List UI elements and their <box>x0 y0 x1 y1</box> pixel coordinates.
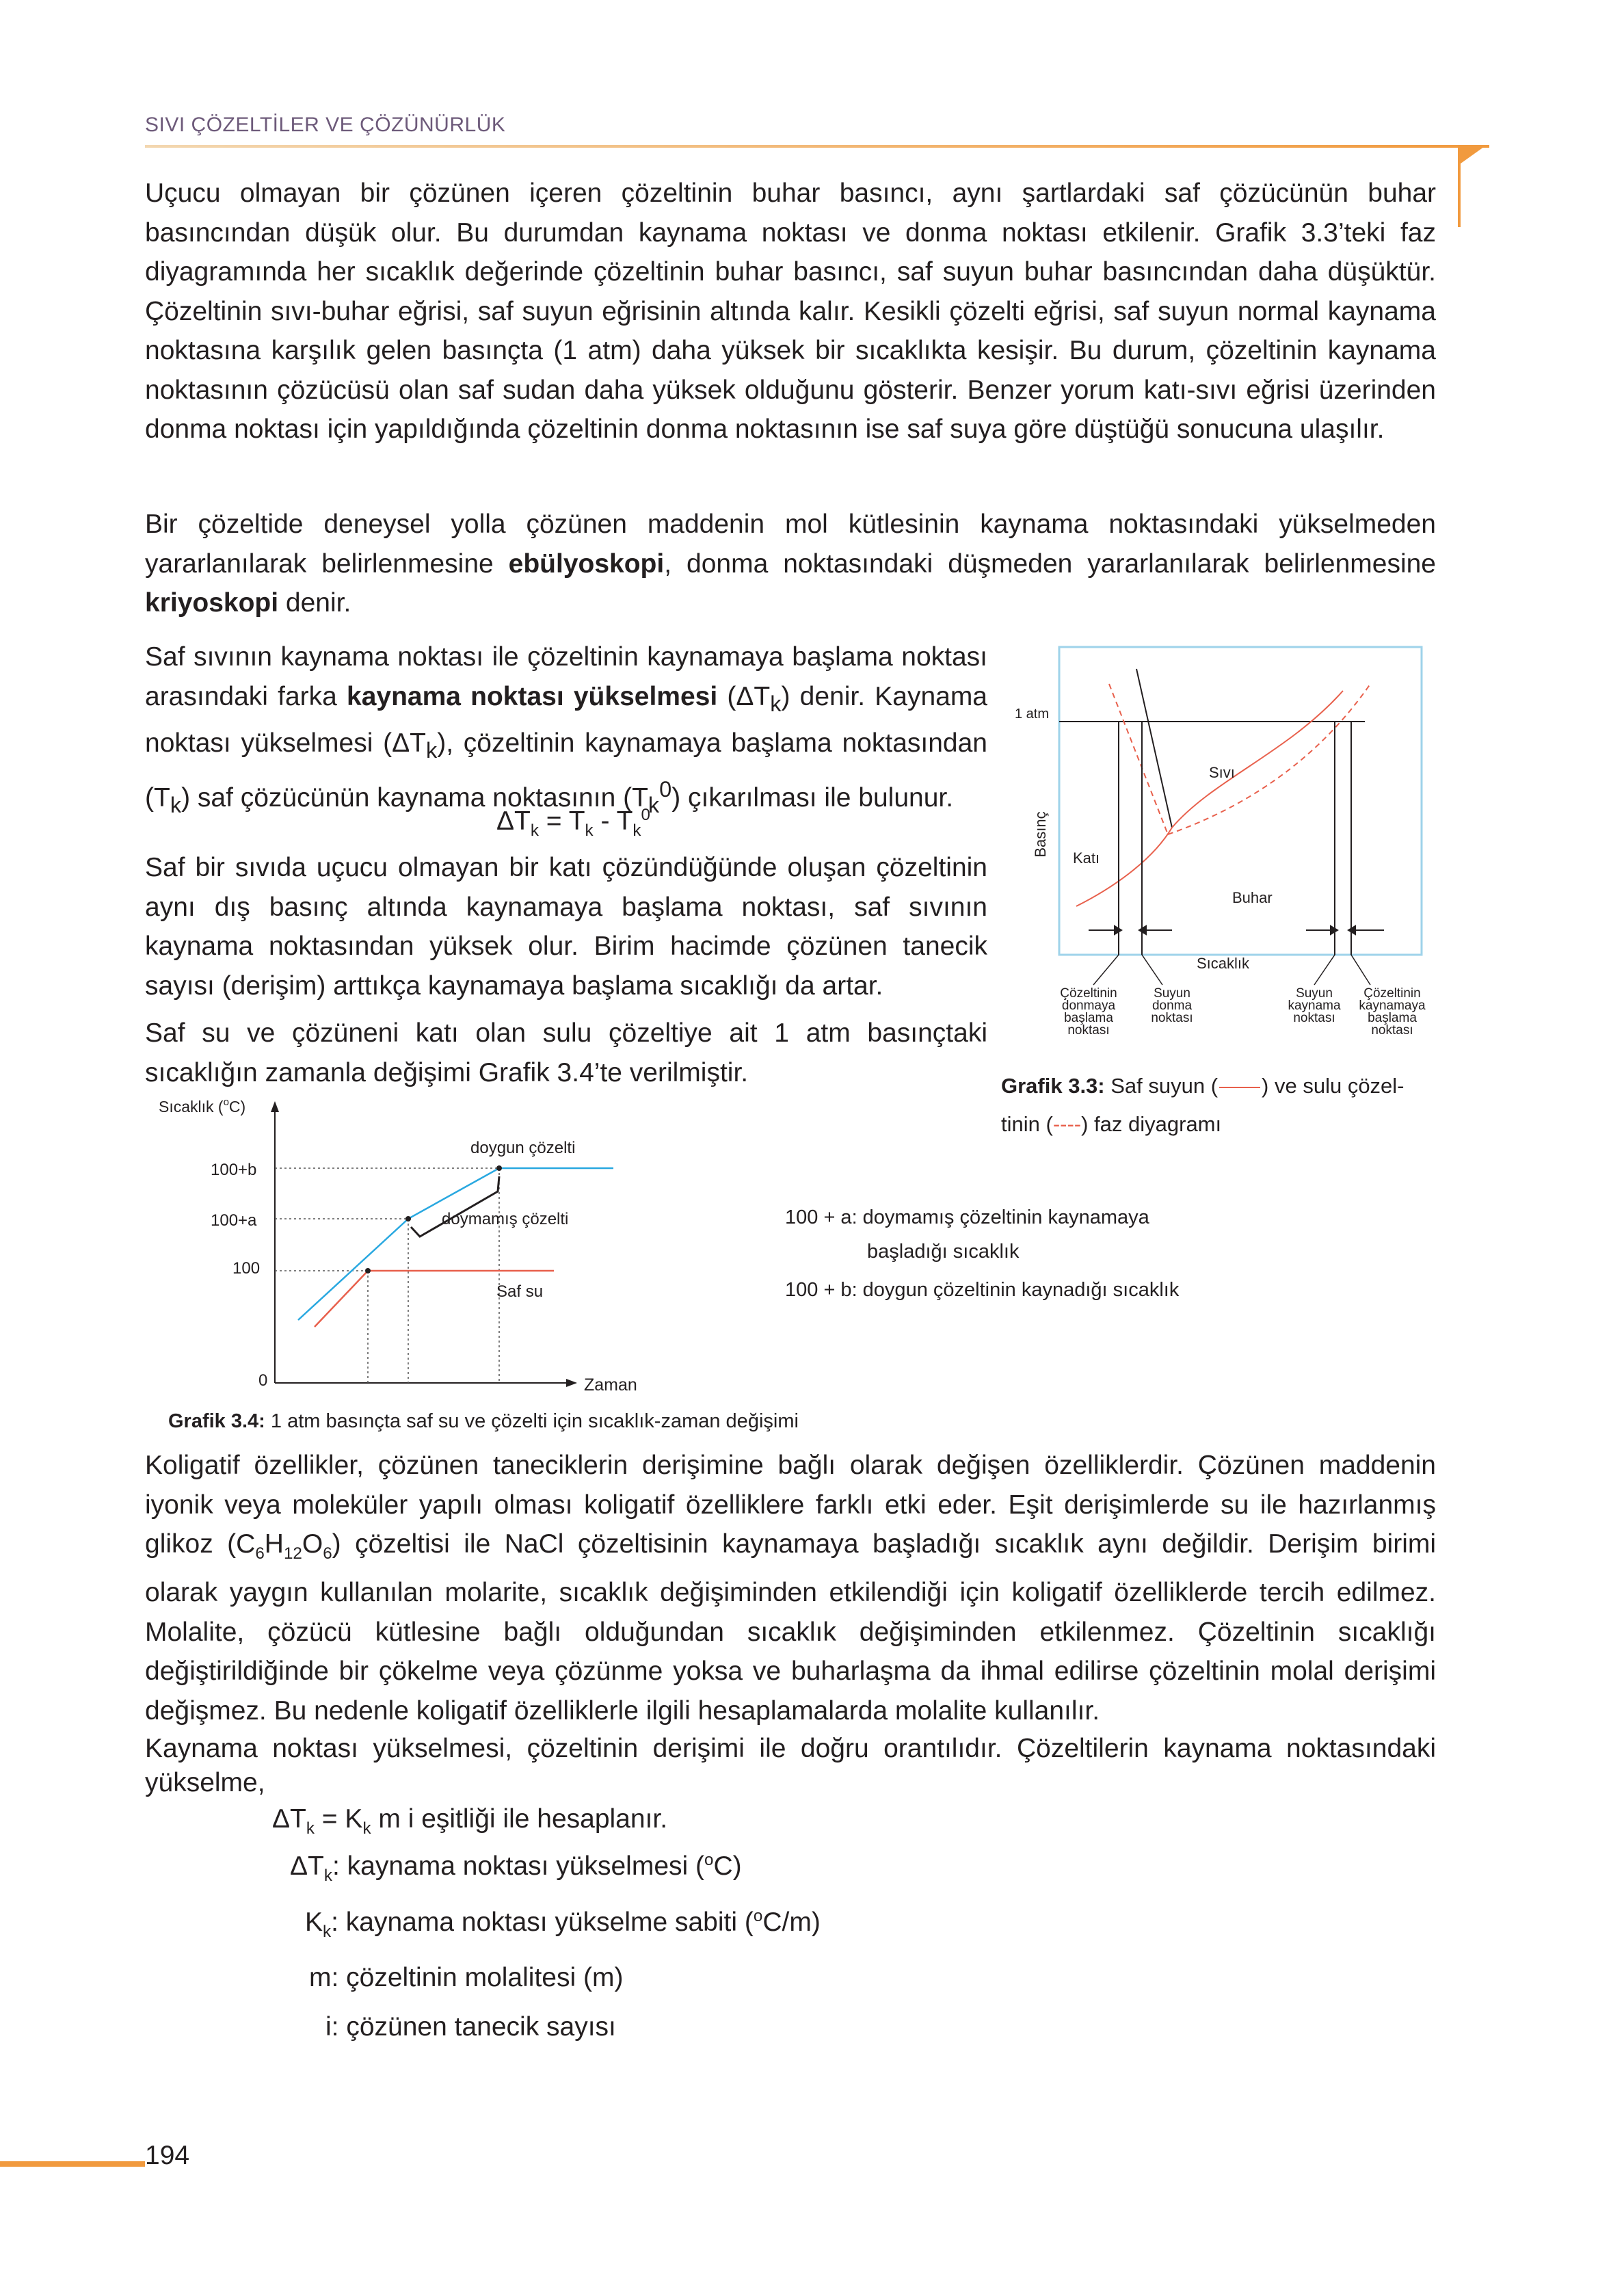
y-axis-label: Sıcaklık ($^o$C) <box>159 1096 246 1116</box>
label-doygun: doygun çözelti <box>470 1139 576 1157</box>
def-m: m: çözeltinin molalitesi (m) <box>309 1963 624 1992</box>
svg-text:Suyun: Suyun <box>1296 986 1333 1001</box>
svg-text:noktası: noktası <box>1067 1023 1110 1038</box>
def-kk: $K_k$: kaynama noktası yükselme sabiti ($^o$C/m) <box>305 1907 821 1941</box>
label-sivi: Sıvı <box>1209 764 1235 781</box>
svg-text:noktası: noktası <box>1151 1011 1193 1025</box>
phase-diagram-graph-3-3 <box>1001 643 1439 1081</box>
x-axis-label: Sıcaklık <box>1197 955 1250 972</box>
caption-graph-3-4: Grafik 3.4: 1 atm basınçta saf su ve çözelti için sıcaklık-zaman değişimi <box>168 1410 799 1432</box>
svg-text:donmaya: donmaya <box>1061 999 1116 1013</box>
x-axis-label: Zaman <box>584 1375 637 1395</box>
temperature-time-graph-3-4 <box>159 1087 665 1409</box>
ytick-100b: 100+b <box>211 1161 257 1179</box>
page-number: 194 <box>145 2141 190 2170</box>
equation-delta-tk: $\Delta T_k = T_k - T_k^0$ <box>496 806 650 840</box>
def-delta-tk: $\Delta T_k$: kaynama noktası yükselmesi ($^o$C) <box>290 1851 742 1885</box>
paragraph-proportional: Kaynama noktası yükselmesi, çözeltinin derişimi ile doğru orantılıdır. Çözeltilerin kaynama noktasındaki yükselme, <box>145 1734 1436 1797</box>
pure-liquid-vapor-curve <box>1172 691 1343 828</box>
def-i: i: çözünen tanecik sayısı <box>325 2012 616 2042</box>
page-number-rule <box>0 2161 145 2167</box>
y-axis-label: Basınç <box>1032 811 1049 858</box>
svg-text:noktası: noktası <box>1371 1023 1413 1038</box>
origin-label: 0 <box>258 1371 268 1390</box>
bottom-labels <box>1060 986 1426 1038</box>
svg-text:donma: donma <box>1152 999 1193 1013</box>
svg-text:noktası: noktası <box>1293 1011 1335 1025</box>
ytick-100: 100 <box>232 1259 261 1278</box>
delta-arrows <box>1089 926 1384 934</box>
header-corner-tab <box>1458 145 1487 227</box>
label-doymamis: doymamış çözelti <box>442 1210 569 1228</box>
legend-100a: 100 + a: doymamış çözeltinin kaynamaya <box>785 1206 1149 1228</box>
label-1atm: 1 atm <box>1015 707 1050 722</box>
label-saf-su: Saf su <box>496 1282 544 1301</box>
paragraph-ebullioscopy: Bir çözeltide deneysel yolla çözünen maddenin mol kütlesinin kaynama noktasındaki yükselmeden yararlanılarak belirlenmesine ebülyoskopi, donma noktasındaki düşmeden yararlanılarak belirlenmesine kriyoskopi denir. <box>145 510 1436 618</box>
guide-lines <box>275 1168 499 1383</box>
svg-text:başlama: başlama <box>1064 1011 1113 1025</box>
ytick-100a: 100+a <box>211 1211 257 1230</box>
label-kati: Katı <box>1073 849 1100 867</box>
legend-100a-cont: başladığı sıcaklık <box>867 1241 1020 1263</box>
diagram-frame <box>1059 647 1422 955</box>
paragraph-boiling-elevation: Saf sıvının kaynama noktası ile çözeltinin kaynamaya başlama noktası arasındaki farka kaynama noktası yükselmesi $(\Delta T_k)$ denir. Kaynama noktası yükselmesi $(\Delta T_k)$, çözeltinin kaynamaya başlama noktasından $(T_k)$ saf çözücünün kaynama noktasının $(T_k^0)$ çıkarılması ile bulunur. <box>145 642 987 817</box>
paragraph-vapor-pressure: Uçucu olmayan bir çözünen içeren çözeltinin buhar basıncı, aynı şartlardaki saf çözücünün buhar basıncından düşük olur. Bu durumdan kaynama noktası ve donma noktası etkilenir. Grafik 3.3’teki faz diyagramında her sıcaklık değerinde çözeltinin buhar basıncı, saf suyun buhar basıncından daha düşüktür. Çözeltinin sıvı-buhar eğrisi, saf suyun eğrisinin altında kalır. Kesikli çözelti eğrisi, saf suyun normal kaynama noktasına karşılık gelen basınçta (1 atm) daha yüksek bir sıcaklıkta kesişir. Bu durum, çözeltinin kaynama noktasının çözücüsü olan saf sudan daha yüksek olduğunu gösterir. Benzer yorum katı-sıvı eğrisi üzerinden donma noktası için yapıldığında çözeltinin donma noktasının ise saf suya göre düştüğü sonucuna ulaşılır. <box>145 179 1436 444</box>
svg-text:başlama: başlama <box>1368 1011 1417 1025</box>
label-buhar: Buhar <box>1232 889 1273 906</box>
equation-kb: $\Delta T_k = K_k$ m i eşitliği ile hesaplanır. <box>272 1804 668 1838</box>
svg-text:Çözeltinin: Çözeltinin <box>1363 986 1421 1001</box>
paragraph-nonvolatile-solute: Saf bir sıvıda uçucu olmayan bir katı çözündüğünde oluşan çözeltinin aynı dış basınç altında kaynamaya başlama noktası, saf sıvının kaynama noktasından yüksek olur. Birim hacimde çözünen tanecik sayısı (derişim) arttıkça kaynamaya başlama sıcaklığı da artar. <box>145 853 987 1001</box>
paragraph-graph34-intro: Saf su ve çözüneni katı olan sulu çözeltiye ait 1 atm basınçtaki sıcaklığın zamanla değişimi Grafik 3.4’te verilmiştir. <box>145 1018 987 1087</box>
legend-solid-swatch <box>1219 1087 1260 1088</box>
svg-text:Çözeltinin: Çözeltinin <box>1060 986 1117 1001</box>
chapter-header: SIVI ÇÖZELTİLER VE ÇÖZÜNÜRLÜK <box>145 114 506 136</box>
header-rule <box>145 145 1489 148</box>
solution-solid-liquid-curve <box>1109 684 1168 834</box>
svg-text:kaynamaya: kaynamaya <box>1359 999 1426 1013</box>
solution-curve <box>298 1168 613 1320</box>
solution-liquid-vapor-curve <box>1168 684 1370 834</box>
pure-solid-vapor-curve <box>1076 828 1172 906</box>
svg-text:kaynama: kaynama <box>1288 999 1341 1013</box>
caption-graph-3-3: Grafik 3.3: Saf suyun ( ) ve sulu çözel- tinin (----) faz diyagramı <box>1001 1074 1405 1136</box>
legend-100b: 100 + b: doygun çözeltinin kaynadığı sıcaklık <box>785 1279 1180 1301</box>
svg-text:Suyun: Suyun <box>1154 986 1190 1001</box>
paragraph-colligative: Koligatif özellikler, çözünen taneciklerin derişimine bağlı olarak değişen özelliklerdir. Çözünen maddenin iyonik veya moleküler yapılı olması koligatif özelliklere farklı etki eder. Eşit derişimlerde su ile hazırlanmış glikoz $(C_6H_{12}O_6)$ çözeltisi ile NaCl çözeltisinin kaynamaya başladığı sıcaklık aynı değildir. Derişim birimi olarak yaygın kullanılan molarite, sıcaklık değişiminden etkilendiği için koligatif özelliklerde tercih edilmez. Molalite, çözücü kütlesine bağlı olduğundan sıcaklık değişiminden etkilenmez. Çözeltinin sıcaklığı değiştirildiğinde bir çökelme veya çözünme yoksa ve buharlaşma da ihmal edilirse çözeltinin molal derişimi değişmez. Bu nedenle koligatif özelliklerle ilgili hesaplamalarda molalite kullanılır. <box>145 1451 1437 1726</box>
